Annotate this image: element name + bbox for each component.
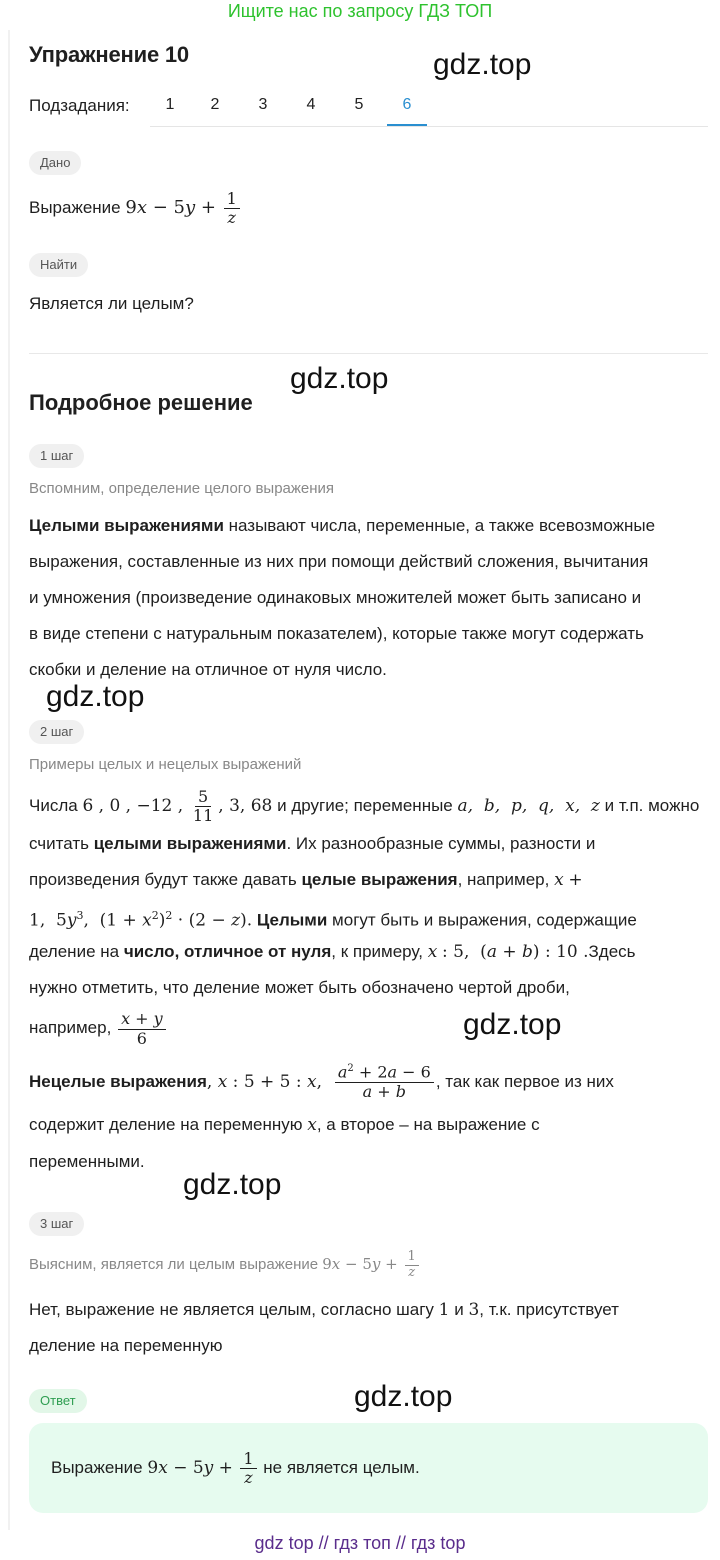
step2-line-8: Нецелые выражения, x : 5 + 5 : x, $\frac{a^2 + 2a - 6}{a + b}$ , так как первое из них	[29, 1062, 614, 1102]
text: могут быть и выражения, содержащие	[332, 910, 637, 930]
page-title: Упражнение 10	[29, 42, 189, 67]
step2-line-2	[29, 826, 595, 862]
step2-line-6: нужно отметить, что деление может быть обозначено чертой дроби,	[29, 978, 570, 997]
step2-line-10: переменными.	[29, 1152, 145, 1171]
text: , т.к. присутствует	[479, 1300, 619, 1319]
tab-subtask-2[interactable]: 2	[210, 96, 220, 113]
watermark: gdz.top	[183, 1168, 282, 1201]
solution-title: Подробное решение	[29, 390, 253, 415]
given-text-prefix: Выражение	[29, 198, 121, 217]
step2-chip: 2 шаг	[29, 720, 84, 744]
answer-box	[29, 1423, 708, 1513]
step2-line-5: деление на число, отличное от нуля, к примеру, x : 5, (a + b) : 10 .Здесь	[29, 942, 636, 962]
text: содержит деление на переменную	[29, 1115, 303, 1134]
text: , к примеру,	[331, 942, 423, 961]
step1-line: и умножения (произведение одинаковых множителей может быть записано и	[29, 588, 642, 607]
step2-line-7: например, $\frac{x + y}{6}$	[29, 1000, 168, 1056]
bold-text: целые выражения	[301, 870, 458, 889]
step2-line-3: произведения будут также давать целые выражения, например, x +	[29, 870, 583, 890]
text: и т.п. можно	[604, 796, 700, 815]
tab-subtask-1[interactable]: 1	[165, 96, 175, 113]
step2-line-9: содержит деление на переменную x, а второе – на выражение с	[29, 1115, 540, 1135]
text: деление на	[29, 942, 120, 961]
text: , так как первое из них	[435, 1072, 614, 1091]
step1-line: выражения, составленные из них при помощи действий сложения, вычитания	[29, 552, 649, 571]
step3-heading: Выясним, является ли целым выражение 9x − 5y + $\frac{1}{z}$	[29, 1244, 421, 1285]
step1-line: скобки и деление на отличное от нуля число.	[29, 660, 387, 679]
text: и другие; переменные	[277, 796, 453, 815]
tab-subtask-6[interactable]: 6	[387, 86, 427, 126]
text: Выражение	[51, 1458, 143, 1477]
step2-line-1: Числа 6 , 0 , −12 , $\frac{5}{11}$ , 3, 68 и другие; переменные a, b, p, q, x, z и т.п. можно	[29, 787, 700, 826]
tab-subtask-5[interactable]: 5	[354, 96, 364, 113]
text: , например,	[457, 870, 550, 889]
step1-bold: Целыми выражениями	[29, 516, 224, 535]
step1-heading: Вспомним, определение целого выражения	[29, 480, 335, 497]
answer-text: Выражение 9x − 5y + $\frac{1}{z}$ не является целым.	[51, 1449, 420, 1488]
tab-subtask-4[interactable]: 4	[306, 96, 316, 113]
step1-line: называют числа, переменные, а также всевозможные	[223, 516, 656, 535]
step2-line-4: 1, $5y^3$, $(1 + x^2)^2 \cdot (2 - z)$. Целыми могут быть и выражения, содержащие	[29, 909, 637, 931]
card-edge	[8, 30, 10, 1530]
given-chip: Дано	[29, 151, 81, 175]
text: не является целым.	[263, 1458, 420, 1477]
watermark: gdz.top	[290, 362, 389, 395]
given-text: Выражение 9x − 5y + $\frac{1}{z}$	[29, 188, 242, 228]
bold-text: целыми выражениями	[93, 834, 287, 853]
top-banner[interactable]: Ищите нас по запросу ГДЗ ТОП	[227, 1, 493, 21]
watermark: gdz.top	[354, 1380, 453, 1413]
step3-line-2: деление на переменную	[29, 1336, 223, 1355]
step3-line-1: Нет, выражение не является целым, согласно шагу 1 и 3, т.к. присутствует	[29, 1300, 619, 1320]
text: Нет, выражение не является целым, согласно шагу	[29, 1300, 434, 1319]
watermark: gdz.top	[463, 1008, 562, 1041]
step3-chip: 3 шаг	[29, 1212, 84, 1236]
text: считать	[29, 834, 89, 853]
step1-body	[29, 508, 655, 688]
text: и	[454, 1300, 464, 1319]
find-chip: Найти	[29, 253, 88, 277]
step1-line: в виде степени с натуральным показателем), которые также могут содержать	[29, 624, 644, 643]
text: . Их разнообразные суммы, разности и	[286, 834, 596, 853]
text: Выясним, является ли целым выражение	[29, 1256, 319, 1273]
watermark: gdz.top	[46, 680, 145, 713]
text: , а второе – на выражение с	[316, 1115, 540, 1134]
tab-subtask-3[interactable]: 3	[258, 96, 268, 113]
watermark: gdz.top	[433, 48, 532, 81]
text: Числа	[29, 796, 78, 815]
bold-text: Нецелые выражения	[29, 1072, 207, 1091]
bold-text: Целыми	[256, 910, 328, 930]
text: Здесь	[588, 942, 636, 961]
step2-heading: Примеры целых и нецелых выражений	[29, 756, 302, 773]
subtasks-label: Подзадания:	[29, 96, 130, 115]
divider	[29, 353, 708, 354]
text: например,	[29, 1018, 112, 1037]
find-text: Является ли целым?	[29, 294, 194, 313]
footer-links[interactable]: gdz top // гдз топ // гдз top	[254, 1533, 466, 1553]
text: произведения будут также давать	[29, 870, 297, 889]
answer-chip: Ответ	[29, 1389, 87, 1413]
subtask-tabs	[150, 86, 708, 127]
step1-chip: 1 шаг	[29, 444, 84, 468]
bold-text: число, отличное от нуля	[123, 942, 332, 961]
